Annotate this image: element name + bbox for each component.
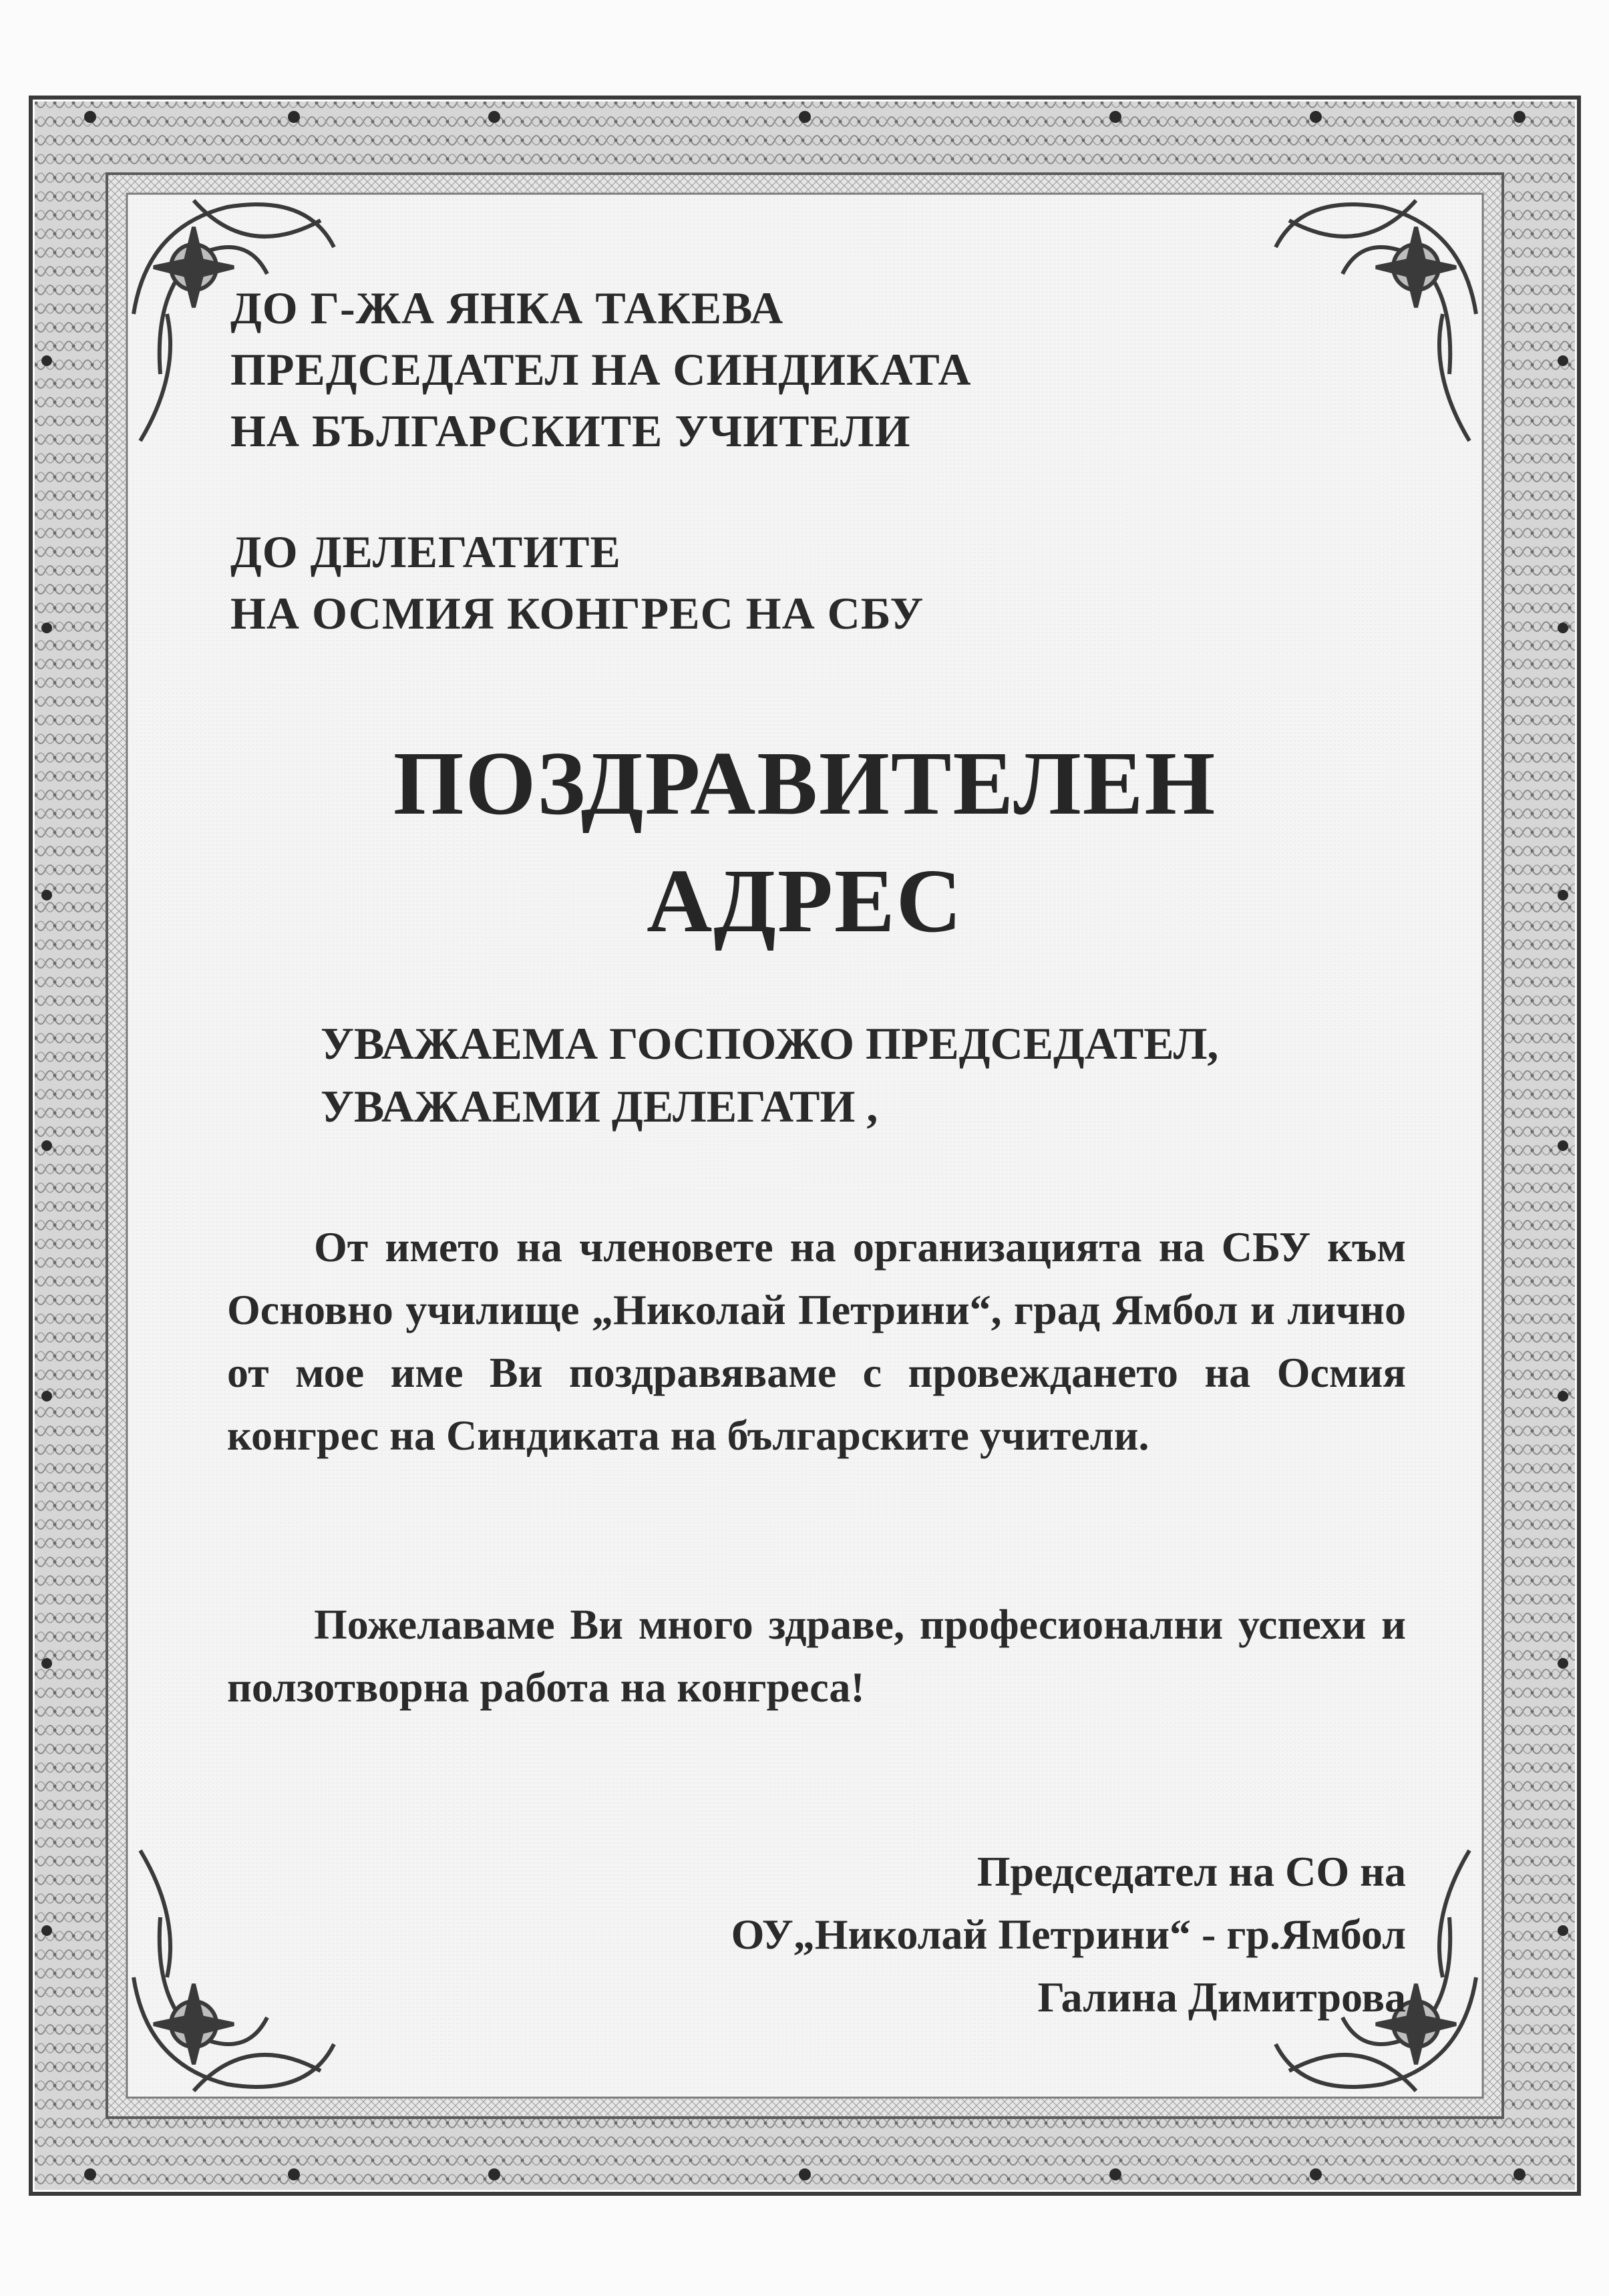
addressee-line: ПРЕДСЕДАТЕЛ НА СИНДИКАТА — [230, 344, 972, 395]
signature-name: Галина Димитрова — [1037, 1973, 1406, 2021]
certificate — [27, 94, 1583, 2198]
salutation-line: УВАЖАЕМА ГОСПОЖО ПРЕДСЕДАТЕЛ, — [321, 1018, 1219, 1069]
title-line: ПОЗДРАВИТЕЛЕН — [393, 733, 1217, 834]
title-line: АДРЕС — [647, 851, 963, 951]
addressee-line: ДО ДЕЛЕГАТИТЕ — [230, 526, 621, 577]
addressee-block-president — [230, 277, 972, 462]
document-content — [27, 94, 1583, 2198]
signature-block — [731, 1840, 1406, 2029]
addressee-line: НА БЪЛГАРСКИТЕ УЧИТЕЛИ — [230, 405, 911, 456]
addressee-line: ДО Г-ЖА ЯНКА ТАКЕВА — [230, 283, 784, 333]
wishes-paragraph: Пожелаваме Ви много здраве, професионални успехи и ползотворна работа на конгреса! — [227, 1601, 1406, 1711]
congratulation-paragraph: От името на членовете на организацията на СБУ към Основно училище „Николай Петрини“, град Ямбол и лично от мое име Ви поздравяваме с провеждането на Осмия конгрес на Синдиката на българските учители. — [227, 1223, 1406, 1459]
signature-line: ОУ„Николай Петрини“ - гр.Ямбол — [731, 1911, 1406, 1958]
document-title — [27, 725, 1583, 960]
addressee-block-delegates — [230, 521, 924, 644]
signature-line: Председател на СО на — [976, 1848, 1406, 1895]
salutation — [321, 1012, 1218, 1138]
salutation-line: УВАЖАЕМИ ДЕЛЕГАТИ , — [321, 1081, 878, 1132]
addressee-line: НА ОСМИЯ КОНГРЕС НА СБУ — [230, 588, 924, 639]
